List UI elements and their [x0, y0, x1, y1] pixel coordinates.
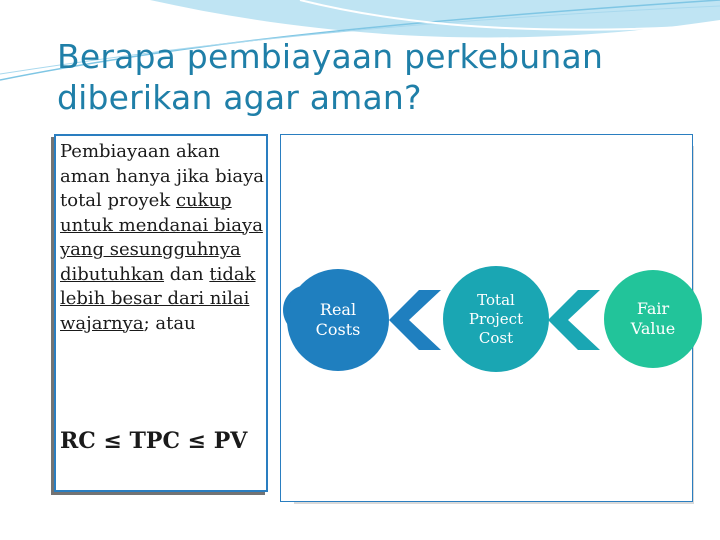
node-total-line1: Total [477, 290, 515, 309]
node-total-project-cost [443, 266, 549, 372]
chevron-left-arrow-2 [548, 290, 600, 350]
node-real-costs-line1: Real [319, 300, 357, 319]
chevron-left-arrow-1 [389, 290, 441, 350]
explanation-middle: dan [164, 263, 210, 285]
formula: RC ≤ TPC ≤ PV [60, 428, 248, 454]
node-fair-line1: Fair [636, 299, 670, 318]
node-fair-line2: Value [630, 319, 676, 338]
node-total-line3: Cost [478, 328, 514, 347]
node-fair-value [604, 270, 702, 368]
explanation-box [54, 134, 268, 492]
node-total-line2: Project [468, 309, 524, 328]
slide-title: Berapa pembiayaan perkebunan diberikan agar aman? [57, 37, 604, 117]
explanation-text [60, 140, 270, 336]
explanation-end: ; atau [143, 312, 196, 334]
node-real-costs [287, 269, 389, 371]
explanation-intro: Pembiayaan akan aman hanya jika biaya total proyek [60, 141, 264, 211]
explanation-underline-2: tidak lebih besar dari nilai wajarnya [60, 263, 256, 334]
explanation-underline-1: cukup untuk mendanai biaya yang sesungguhnya dibutuhkan [60, 190, 263, 285]
node-real-costs-line2: Costs [315, 320, 361, 339]
